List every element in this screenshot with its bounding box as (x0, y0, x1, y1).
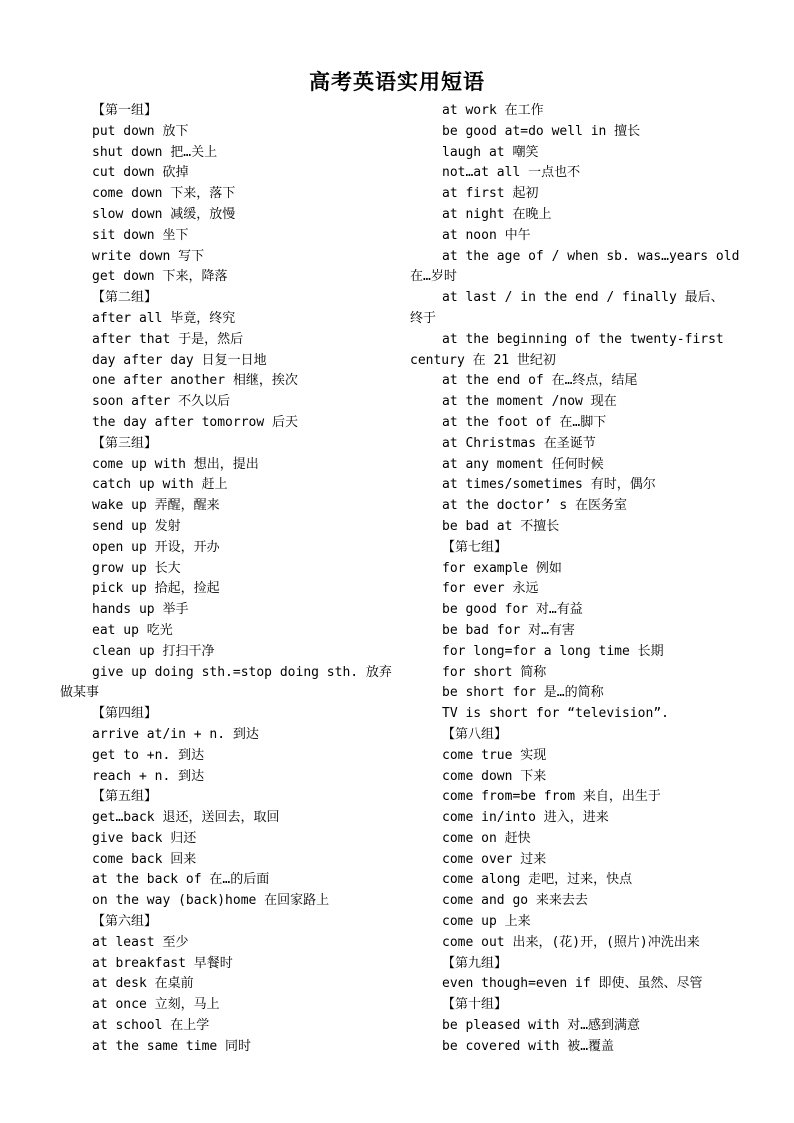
phrase-line: cut down 砍掉 (92, 165, 189, 181)
phrase-line: at least 至少 (92, 934, 189, 950)
phrase-line: pick up 拾起，捡起 (92, 581, 220, 597)
phrase-line: shut down 把…关上 (92, 144, 218, 160)
phrase-line: catch up with 赶上 (92, 477, 228, 493)
phrase-line: come on 赶快 (442, 830, 531, 846)
phrase-line: slow down 减缓，放慢 (92, 206, 236, 222)
phrase-line: sit down 坐下 (92, 227, 189, 243)
phrase-line: TV is short for “television”. (442, 706, 669, 722)
phrase-line: after all 毕竟，终究 (92, 310, 236, 326)
phrase-line: at once 立刻，马上 (92, 997, 220, 1013)
phrase-line: at the end of 在…终点，结尾 (442, 373, 638, 389)
phrase-line: be good for 对…有益 (442, 602, 583, 618)
phrase-line: at the foot of 在…脚下 (442, 414, 607, 430)
phrase-line: come along 走吧，过来，快点 (442, 872, 633, 888)
phrase-line: get…back 退还，送回去，取回 (92, 810, 280, 826)
phrase-line: wake up 弄醒，醒来 (92, 498, 220, 514)
phrase-continuation: century 在 21 世纪初 (410, 352, 556, 368)
phrase-line: come in/into 进入，进来 (442, 810, 609, 826)
group-heading: 【第三组】 (92, 435, 158, 451)
phrase-line: at the doctor’ s 在医务室 (442, 498, 628, 514)
group-heading: 【第四组】 (92, 706, 158, 722)
group-heading: 【第九组】 (442, 955, 508, 971)
phrase-line: be bad at 不擅长 (442, 518, 560, 534)
phrase-line: at times/sometimes 有时，偶尔 (442, 477, 656, 493)
phrase-line: on the way (back)home 在回家路上 (92, 893, 330, 909)
phrase-line: at the same time 同时 (92, 1038, 252, 1054)
phrase-line: come down 下来 (442, 768, 547, 784)
phrase-line: at school 在上学 (92, 1018, 210, 1034)
phrase-line: give back 归还 (92, 830, 197, 846)
phrase-line: come out 出来，(花)开，(照片)冲洗出来 (442, 934, 700, 950)
phrase-line: put down 放下 (92, 123, 189, 139)
phrase-line: open up 开设，开办 (92, 539, 220, 555)
phrase-line: at breakfast 早餐时 (92, 955, 233, 971)
group-heading: 【第二组】 (92, 290, 158, 306)
phrase-line: laugh at 嘲笑 (442, 144, 539, 160)
group-heading: 【第十组】 (442, 997, 508, 1013)
phrase-line: eat up 吃光 (92, 622, 173, 638)
phrase-continuation: 做某事 (60, 685, 100, 701)
phrase-line: get to +n. 到达 (92, 747, 205, 763)
phrase-line: at the back of 在…的后面 (92, 872, 270, 888)
phrase-line: at any moment 任何时候 (442, 456, 604, 472)
phrase-line: get down 下来，降落 (92, 269, 228, 285)
phrase-line: for example 例如 (442, 560, 562, 576)
left-column (60, 101, 415, 1058)
phrase-line: come from=be from 来自，出生于 (442, 789, 661, 805)
phrase-line: arrive at/in + n. 到达 (92, 726, 259, 742)
phrase-line: after that 于是，然后 (92, 331, 244, 347)
phrase-line: at Christmas 在圣诞节 (442, 435, 596, 451)
phrase-line: even though=even if 即使、虽然、尽管 (442, 976, 703, 992)
phrase-line: reach + n. 到达 (92, 768, 205, 784)
phrase-line: not…at all 一点也不 (442, 165, 581, 181)
phrase-line: come over 过来 (442, 851, 547, 867)
phrase-continuation: 终于 (410, 310, 437, 326)
phrase-line: day after day 日复一日地 (92, 352, 267, 368)
phrase-line: for short 简称 (442, 664, 547, 680)
phrase-line: give up doing sth.=stop doing sth. 放弃 (92, 664, 392, 680)
phrase-line: hands up 举手 (92, 602, 189, 618)
phrase-line: write down 写下 (92, 248, 205, 264)
phrase-line: be short for 是…的简称 (442, 685, 604, 701)
phrase-line: at last / in the end / finally 最后、 (442, 290, 724, 306)
group-heading: 【第六组】 (92, 914, 158, 930)
phrase-line: be pleased with 对…感到满意 (442, 1018, 641, 1034)
phrase-line: at work 在工作 (442, 103, 544, 118)
phrase-line: at the age of / when sb. was…years old (442, 248, 740, 264)
phrase-line: come down 下来，落下 (92, 186, 236, 202)
phrase-line: for ever 永远 (442, 581, 539, 597)
right-column (410, 101, 755, 1058)
phrase-line: the day after tomorrow 后天 (92, 414, 299, 430)
phrase-line: at noon 中午 (442, 227, 531, 243)
phrase-line: at the beginning of the twenty-first (442, 331, 724, 347)
phrase-line: be good at=do well in 擅长 (442, 123, 641, 139)
group-heading: 【第八组】 (442, 726, 508, 742)
phrase-line: come back 回来 (92, 851, 197, 867)
group-heading: 【第五组】 (92, 789, 158, 805)
phrase-line: be bad for 对…有害 (442, 622, 575, 638)
phrase-line: soon after 不久以后 (92, 394, 231, 410)
phrase-line: for long=for a long time 长期 (442, 643, 664, 659)
group-heading: 【第一组】 (92, 103, 158, 118)
phrase-line: at the moment /now 现在 (442, 394, 617, 410)
phrase-line: grow up 长大 (92, 560, 181, 576)
phrase-line: send up 发射 (92, 518, 181, 534)
phrase-line: at desk 在桌前 (92, 976, 194, 992)
page-title: 高考英语实用短语 (309, 70, 485, 94)
phrase-line: one after another 相继，挨次 (92, 373, 298, 389)
phrase-line: come up with 想出，提出 (92, 456, 259, 472)
phrase-line: at first 起初 (442, 186, 539, 202)
phrase-line: at night 在晚上 (442, 206, 552, 222)
phrase-line: come true 实现 (442, 747, 547, 763)
phrase-continuation: 在…岁时 (410, 269, 457, 285)
phrase-line: come up 上来 (442, 914, 531, 930)
phrase-line: clean up 打扫干净 (92, 643, 215, 659)
group-heading: 【第七组】 (442, 539, 508, 555)
phrase-line: come and go 来来去去 (442, 893, 588, 909)
phrase-line: be covered with 被…覆盖 (442, 1038, 615, 1054)
